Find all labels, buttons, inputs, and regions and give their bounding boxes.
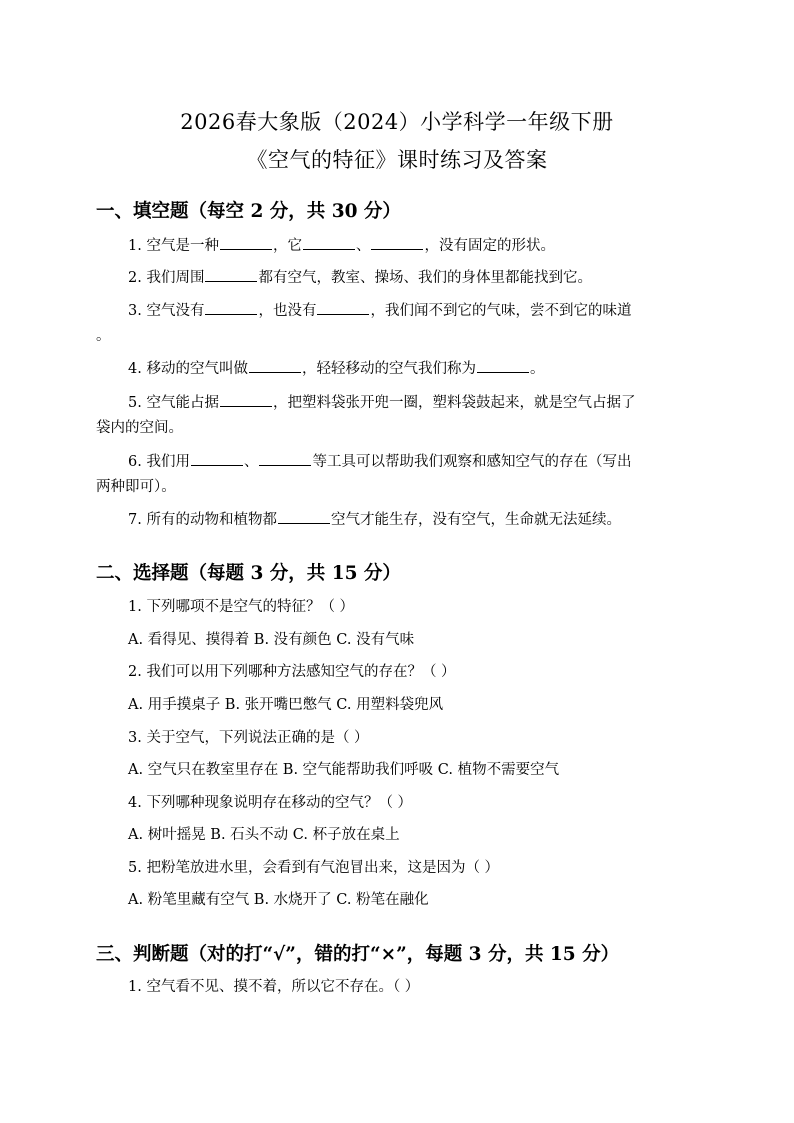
- question-text: 6. 我们用: [128, 454, 190, 470]
- answer-blank[interactable]: [220, 235, 272, 250]
- fill-question-5: [128, 392, 635, 413]
- answer-blank[interactable]: [259, 451, 311, 466]
- section-heading-fill-blank: 一、填空题（每空 2 分，共 30 分）: [96, 201, 401, 222]
- fill-question-6-continued: 两种即可）。: [96, 479, 176, 495]
- question-text: ，也没有: [258, 303, 317, 319]
- choice-question-1: 1. 下列哪项不是空气的特征？（ ）: [128, 599, 355, 615]
- choice-options-1: A. 看得见、摸得着 B. 没有颜色 C. 没有气味: [128, 632, 415, 648]
- choice-question-5: 5. 把粉笔放进水里，会看到有气泡冒出来，这是因为（ ）: [128, 860, 500, 876]
- question-text: 1. 空气是一种: [128, 238, 219, 254]
- answer-blank[interactable]: [205, 300, 257, 315]
- question-text: 7. 所有的动物和植物都: [128, 512, 277, 528]
- answer-blank[interactable]: [303, 235, 355, 250]
- question-text: 、: [243, 454, 259, 470]
- judge-question-1: 1. 空气看不见、摸不着，所以它不存在。（ ）: [128, 979, 420, 995]
- fill-question-3: [128, 300, 631, 321]
- question-text: 3. 空气没有: [128, 303, 205, 319]
- question-text: 。: [529, 361, 545, 377]
- choice-options-5: A. 粉笔里藏有空气 B. 水烧开了 C. 粉笔在融化: [128, 892, 429, 908]
- question-text: 、: [355, 238, 371, 254]
- fill-question-2: [128, 267, 592, 288]
- fill-question-3-continued: 。: [96, 328, 111, 344]
- fill-question-5-continued: 袋内的空间。: [96, 420, 183, 436]
- fill-question-7: [128, 509, 621, 530]
- choice-options-4: A. 树叶摇晃 B. 石头不动 C. 杯子放在桌上: [128, 827, 400, 843]
- answer-blank[interactable]: [371, 235, 423, 250]
- choice-options-3: A. 空气只在教室里存在 B. 空气能帮助我们呼吸 C. 植物不需要空气: [128, 762, 560, 778]
- page-title-line1: 2026春大象版（2024）小学科学一年级下册: [180, 110, 614, 134]
- section-heading-multiple-choice: 二、选择题（每题 3 分，共 15 分）: [96, 563, 401, 584]
- answer-blank[interactable]: [317, 300, 369, 315]
- fill-question-6: [128, 451, 631, 472]
- question-text: 2. 我们周围: [128, 270, 205, 286]
- page-title-line2: 《空气的特征》课时练习及答案: [246, 148, 548, 172]
- question-text: ，它: [272, 238, 302, 254]
- answer-blank[interactable]: [205, 267, 257, 282]
- question-text: ，没有固定的形状。: [424, 238, 555, 254]
- question-text: 都有空气，教室、操场、我们的身体里都能找到它。: [258, 270, 592, 286]
- question-text: ，轻轻移动的空气我们称为: [301, 361, 476, 377]
- answer-blank[interactable]: [220, 392, 272, 407]
- question-text: 5. 空气能占据: [128, 395, 219, 411]
- choice-options-2: A. 用手摸桌子 B. 张开嘴巴憋气 C. 用塑料袋兜风: [128, 697, 444, 713]
- fill-question-4: [128, 358, 544, 379]
- question-text: 空气才能生存，没有空气，生命就无法延续。: [330, 512, 621, 528]
- answer-blank[interactable]: [278, 509, 330, 524]
- answer-blank[interactable]: [191, 451, 243, 466]
- choice-question-2: 2. 我们可以用下列哪种方法感知空气的存在？（ ）: [128, 664, 456, 680]
- section-heading-true-false: 三、判断题（对的打“√”，错的打“×”，每题 3 分，共 15 分）: [96, 944, 620, 965]
- choice-question-4: 4. 下列哪种现象说明存在移动的空气？（ ）: [128, 795, 413, 811]
- question-text: 4. 移动的空气叫做: [128, 361, 248, 377]
- question-text: 等工具可以帮助我们观察和感知空气的存在（写出: [312, 454, 632, 470]
- choice-question-3: 3. 关于空气，下列说法正确的是（ ）: [128, 730, 369, 746]
- question-text: ，把塑料袋张开兜一圈，塑料袋鼓起来，就是空气占据了: [272, 395, 636, 411]
- answer-blank[interactable]: [249, 358, 301, 373]
- fill-question-1: [128, 235, 555, 256]
- answer-blank[interactable]: [477, 358, 529, 373]
- question-text: ，我们闻不到它的气味，尝不到它的味道: [370, 303, 632, 319]
